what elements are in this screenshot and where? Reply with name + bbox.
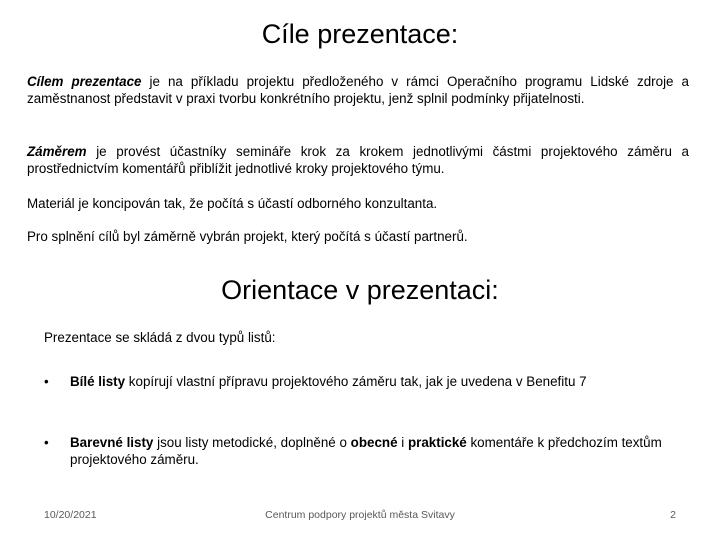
paragraph-goal — [27, 74, 689, 107]
footer-date: 10/20/2021 — [44, 509, 97, 521]
paragraph-material: Materiál je koncipován tak, že počítá s účastí odborného konzultanta. — [27, 196, 438, 211]
list-item — [44, 374, 664, 391]
bullet-rest-1: jsou listy metodické, doplněné o — [153, 435, 351, 450]
goal-text-1: je na příkladu projektu předloženého v rámci — [141, 74, 447, 89]
intent-text: je provést účastníky semináře krok za krokem jednotlivými částmi projektového záměru a prostřednictvím komentářů přiblížit jednotlivé kroky projektového týmu. — [27, 144, 689, 176]
intro-text: Prezentace se skládá z dvou typů listů: — [44, 330, 276, 345]
paragraph-intent — [27, 144, 689, 177]
footer-organization: Centrum podpory projektů města Svitavy — [265, 509, 455, 521]
bullet-rest-3: komentáře k předchozím textům projektového záměru. — [70, 435, 662, 467]
bullet-marker: • — [44, 374, 49, 389]
bullet-bold: Bílé listy — [70, 374, 126, 389]
intent-lead: Záměrem — [27, 144, 87, 159]
bullet-bold-2: obecné — [350, 435, 398, 450]
paragraph-selection: Pro splnění cílů byl záměrně vybrán projekt, který počítá s účastí partnerů. — [27, 229, 468, 244]
bullet-rest: kopírují vlastní přípravu projektového záměru tak, jak je uvedena v Benefitu 7 — [125, 374, 587, 389]
bullet-bold-3: praktické — [407, 435, 467, 450]
goal-text-2: Operačního programu Lidské zdroje a zaměstnanost představit v praxi tvorbu konkrétního projektu, jenž splnil podmínky přijatelnosti. — [27, 74, 689, 106]
goal-lead: Cílem prezentace — [27, 74, 142, 89]
slide-title: Cíle prezentace: — [261, 19, 459, 49]
page-number: 2 — [670, 509, 676, 521]
bullet-marker: • — [44, 435, 49, 450]
bullet-text — [70, 435, 664, 468]
list-item — [44, 435, 664, 468]
bullet-text — [70, 374, 664, 391]
bullet-bold: Barevné listy — [70, 435, 154, 450]
section-heading: Orientace v prezentaci: — [221, 275, 499, 305]
bullet-rest-2: i — [397, 435, 408, 450]
